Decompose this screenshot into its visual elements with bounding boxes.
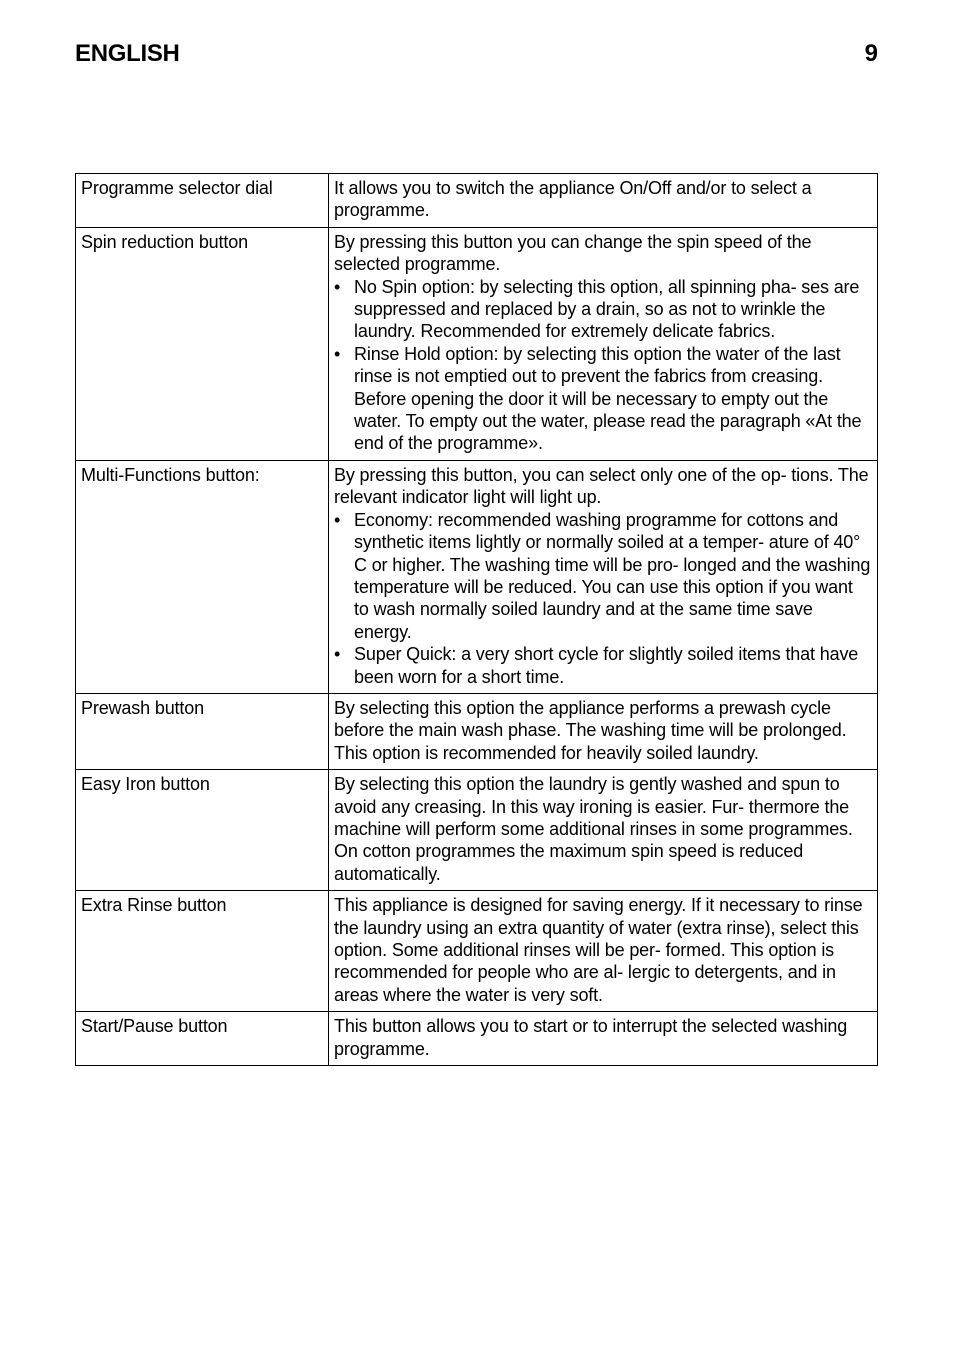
option-list <box>334 509 872 688</box>
control-description-cell <box>329 460 878 693</box>
page-header <box>75 40 878 74</box>
table-row <box>76 460 878 693</box>
option-text: Economy: recommended washing programme for cottons and synthetic items lightly or normally soiled at a temper- ature of 40° C or higher. The washing time will be pro- longed and the washing temperature will be reduced. You can use this option if you want to wash normally soiled laundry and at the same time save energy. <box>354 509 871 642</box>
control-description-cell <box>329 891 878 1012</box>
option-text: Rinse Hold option: by selecting this option the water of the last rinse is not emptied out to prevent the fabrics from creasing. Before opening the door it will be necessary to empty out the water. To empty out the water, please read the paragraph «At the end of the programme». <box>354 343 862 454</box>
language-heading: ENGLISH <box>75 40 180 67</box>
control-name-cell: Spin reduction button <box>76 227 329 460</box>
option-text: No Spin option: by selecting this option, all spinning pha- ses are suppressed and replaced by a drain, so as not to wrinkle the laundry. Recommended for extremely delicate fabrics. <box>354 276 860 342</box>
bullet-icon: • <box>334 644 341 665</box>
page-number: 9 <box>864 40 878 67</box>
bullet-icon: • <box>334 343 341 364</box>
control-description-text: This button allows you to start or to interrupt the selected washing programme. <box>334 1016 848 1059</box>
controls-table-body <box>76 174 878 1066</box>
control-name-cell: Easy Iron button <box>76 770 329 891</box>
option-list-item <box>334 643 872 688</box>
control-description-cell <box>329 1012 878 1066</box>
bullet-icon: • <box>334 276 341 297</box>
control-description-text: By pressing this button you can change the spin speed of the selected programme. <box>334 231 812 275</box>
controls-table <box>75 173 878 1066</box>
option-list-item <box>334 509 872 643</box>
control-description-cell <box>329 227 878 460</box>
option-list-item <box>334 343 872 455</box>
control-name-cell: Programme selector dial <box>76 174 329 228</box>
control-description-text: By pressing this button, you can select only one of the op- tions. The relevant indicator light will light up. <box>334 464 869 508</box>
control-description-cell <box>329 174 878 228</box>
control-description-text: By selecting this option the appliance performs a prewash cycle before the main wash phase. The washing time will be prolonged. This option is recommended for heavily soiled laundry. <box>334 697 847 763</box>
table-row <box>76 693 878 769</box>
control-description-text: This appliance is designed for saving energy. If it necessary to rinse the laundry using an extra quantity of water (extra rinse), select this option. Some additional rinses will be per- formed. This option is recommended for people who are al- lergic to detergents, and in areas where the water is very soft. <box>334 895 863 1005</box>
control-name-cell: Prewash button <box>76 693 329 769</box>
control-description-cell <box>329 693 878 769</box>
table-row <box>76 891 878 1012</box>
control-name-cell: Extra Rinse button <box>76 891 329 1012</box>
table-row <box>76 174 878 228</box>
option-text: Super Quick: a very short cycle for slightly soiled items that have been worn for a short time. <box>354 644 859 687</box>
table-row <box>76 770 878 891</box>
control-name-cell: Start/Pause button <box>76 1012 329 1066</box>
option-list <box>334 276 872 455</box>
table-row <box>76 227 878 460</box>
control-description-text: By selecting this option the laundry is gently washed and spun to avoid any creasing. In this way ironing is easier. Fur- thermore the machine will perform some additional rinses in some programmes. On cotton programmes the maximum spin speed is reduced automatically. <box>334 774 853 884</box>
bullet-icon: • <box>334 509 341 530</box>
option-list-item <box>334 276 872 343</box>
control-description-cell <box>329 770 878 891</box>
control-name-cell: Multi-Functions button: <box>76 460 329 693</box>
control-description-text: It allows you to switch the appliance On/Off and/or to select a programme. <box>334 178 812 221</box>
table-row <box>76 1012 878 1066</box>
